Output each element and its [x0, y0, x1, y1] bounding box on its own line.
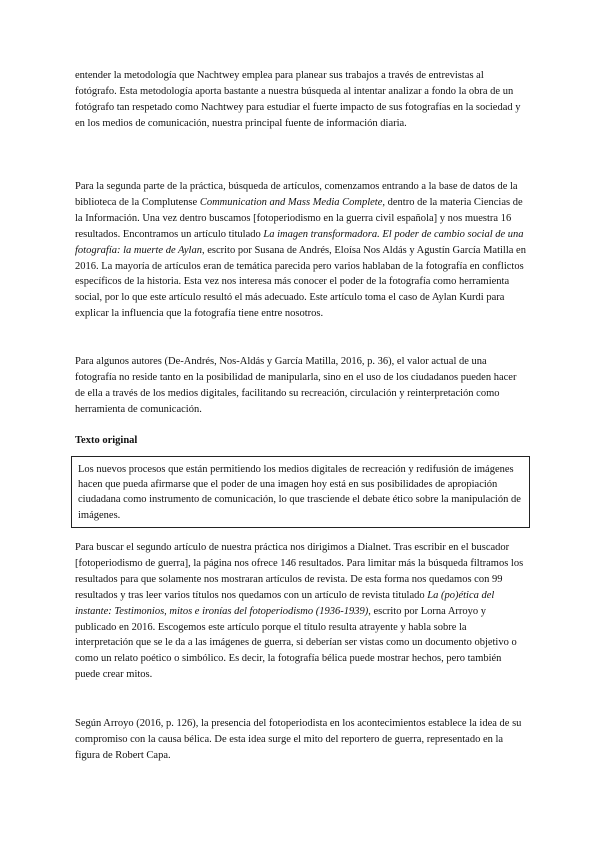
original-text-quote: Los nuevos procesos que están permitiendo los medios digitales de recreación y redifusión de imágenes hacen que pueda afirmarse que el poder de una imagen hoy está en sus posibilidades de apropiación ciudadana como instrumento de comunicación, lo que trasciende el debate ético sobre la manipulación de imágenes. [78, 464, 521, 521]
article-title-first: La imagen transformadora. El poder de cambio social de una fotografía: la muerte de Aylan [75, 228, 524, 256]
paragraph-authors-view [75, 354, 527, 418]
paragraph-authors-view-text: Para algunos autores (De-Andrés, Nos-Aldás y García Matilla, 2016, p. 36), el valor actual de una fotografía no reside tanto en la posibilidad de manipularla, sino en el uso de los ciudadanos pueden hacer de ella a través de los medios digitales, facilitando su recreación, circulación y reinterpretación como herramienta de comunicación. [75, 356, 517, 415]
original-text-box [71, 456, 530, 528]
paragraph-methodology [75, 68, 527, 132]
paragraph-text-segment: Para buscar el segundo artículo de nuestra práctica nos dirigimos a Dialnet. Tras escribir en el buscador [fotoperiodismo de guerra], la página nos ofrece 146 resultados. Para limitar más la búsqueda filtramos los resultados para que solamente nos mostraran artículos de revista. De esta forma nos quedamos con 99 resultados y tras leer varios títulos nos quedamos con un artículo de revista titulado [75, 542, 524, 601]
database-name: Communication and Mass Media Complete [199, 196, 383, 208]
original-text-heading: Texto original [75, 435, 138, 446]
paragraph-arroyo-view [75, 716, 527, 764]
article-title-second: La (po)ética del instante: Testimonios, mitos e ironías del fotoperiodismo (1936-1939) [75, 589, 495, 617]
paragraph-second-article-search [75, 540, 527, 683]
paragraph-text-segment: Para la segunda parte de la práctica, búsqueda de artículos, comenzamos entrando a la base de datos de la biblioteca de la Complutense [75, 181, 518, 208]
paragraph-text-segment: , escrito por Lorna Arroyo y publicado en 2016. Escogemos este artículo porque el título resulta atrayente y habla sobre la interpretación que se le da a las imágenes de guerra, si deberían ser vistas como un documento objetivo o como un relato poético o simbólico. Es decir, la fotografía bélica puede mostrar hechos, pero también puede crear mitos. [75, 605, 517, 681]
paragraph-methodology-text: entender la metodología que Nachtwey emplea para planear sus trabajos a través de entrevistas al fotógrafo. Esta metodología aporta bastante a nuestra búsqueda al intentar analizar a fondo la obra de un fotógrafo tan respetado como Nachtwey para estudiar el fuerte impacto de sus fotografías en la sociedad y en los medios de comunicación, nuestra principal fuente de información diaria. [75, 70, 521, 129]
paragraph-arroyo-view-text: Según Arroyo (2016, p. 126), la presencia del fotoperiodista en los acontecimientos establece la idea de su compromiso con la causa bélica. De esta idea surge el mito del reportero de guerra, representado en la figura de Robert Capa. [75, 718, 522, 761]
paragraph-first-article-search [75, 179, 527, 322]
paragraph-text-segment: , dentro de la materia Ciencias de la Información. Una vez dentro buscamos [fotoperiodismo en la guerra civil española] y nos muestra 16 resultados. Encontramos un artículo titulado [75, 196, 523, 240]
paragraph-text-segment: , escrito por Susana de Andrés, Eloísa Nos Aldás y Agustín García Matilla en 2016. La mayoría de artículos eran de temática parecida pero varios hablaban de la fotografía en conflictos específicos de la historia. Esta vez nos interesa más conocer el poder de la fotografía como herramienta social, por lo que este artículo resultó el más adecuado. Este artículo toma el caso de Aylan Kurdi para explicar la influencia que la fotografía tiene entre nosotros. [75, 244, 526, 320]
